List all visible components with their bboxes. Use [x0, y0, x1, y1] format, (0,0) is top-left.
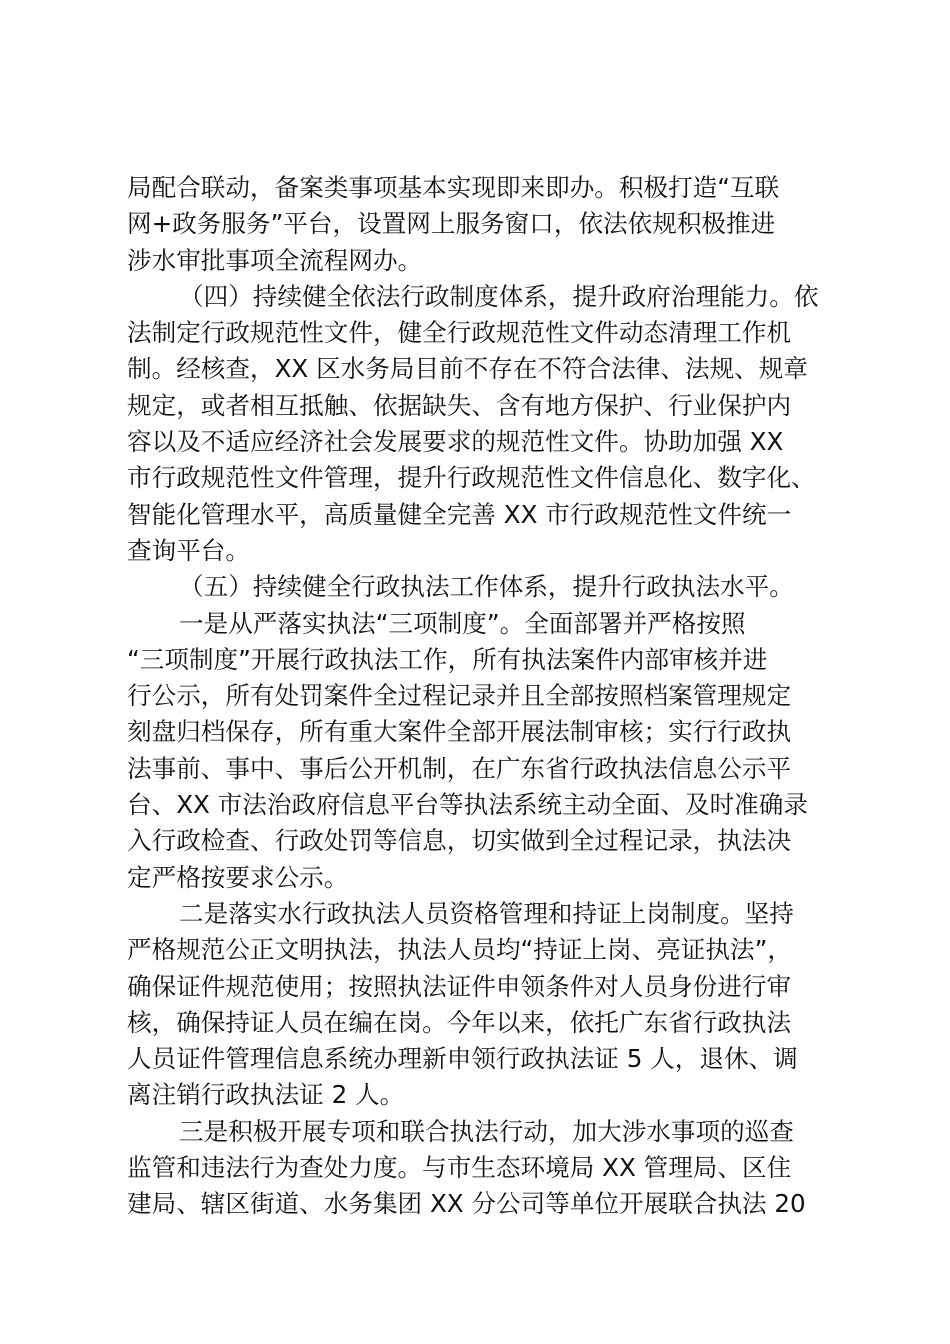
text-line: 局配合联动，备案类事项基本实现即来即办。积极打造“互联 — [127, 173, 780, 202]
text-line: 建局、辖区街道、水务集团 XX 分公司等单位开展联合执法 20 — [127, 1189, 806, 1219]
text-line: 监管和违法行为查处力度。与市生态环境局 XX 管理局、区住 — [127, 1153, 792, 1183]
text-line: 制。经核查，XX 区水务局目前不存在不符合法律、法规、规章 — [127, 354, 808, 384]
text-line: 容以及不适应经济社会发展要求的规范性文件。协助加强 XX — [127, 427, 784, 457]
section-heading-line: （五）持续健全行政执法工作体系，提升行政执法水平。 — [179, 572, 794, 602]
text-line: 行公示，所有处罚案件全过程记录并且全部按照档案管理规定 — [127, 681, 792, 711]
paragraph-start-line: 一是从严落实执法“三项制度”。全面部署并严格按照 — [179, 608, 746, 638]
document-body — [127, 170, 847, 1223]
section-heading-line: （四）持续健全依法行政制度体系，提升政府治理能力。依 — [179, 281, 819, 311]
text-line: 入行政检查、行政处罚等信息，切实做到全过程记录，执法决 — [127, 826, 792, 856]
paragraph-start-line: 三是积极开展专项和联合执法行动，加大涉水事项的巡查 — [179, 1116, 794, 1146]
text-line: 核，确保持证人员在编在岗。今年以来，依托广东省行政执法 — [127, 1007, 792, 1037]
text-line: 台、XX 市法治政府信息平台等执法系统主动全面、及时准确录 — [127, 790, 808, 820]
text-line: 确保证件规范使用；按照执法证件申领条件对人员身份进行审 — [127, 971, 792, 1001]
text-line: 网+政务服务”平台，设置网上服务窗口，依法依规积极推进 — [127, 209, 776, 239]
text-line: 市行政规范性文件管理，提升行政规范性文件信息化、数字化、 — [127, 463, 816, 493]
text-line: 规定，或者相互抵触、依据缺失、含有地方保护、行业保护内 — [127, 390, 792, 420]
text-line: 离注销行政执法证 2 人。 — [127, 1080, 405, 1110]
text-line: 法制定行政规范性文件，健全行政规范性文件动态清理工作机 — [127, 318, 792, 348]
text-line: 法事前、事中、事后公开机制，在广东省行政执法信息公示平 — [127, 753, 792, 783]
paragraph-start-line: 二是落实水行政执法人员资格管理和持证上岗制度。坚持 — [179, 898, 794, 928]
text-line: 定严格按要求公示。 — [127, 862, 349, 892]
text-line: 查询平台。 — [127, 535, 250, 565]
text-line: 刻盘归档保存，所有重大案件全部开展法制审核；实行行政执 — [127, 717, 792, 747]
text-line: “三项制度”开展行政执法工作，所有执法案件内部审核并进 — [127, 644, 768, 674]
text-line: 智能化管理水平，高质量健全完善 XX 市行政规范性文件统一 — [127, 499, 792, 529]
text-line: 涉水审批事项全流程网办。 — [127, 245, 423, 275]
text-line: 严格规范公正文明执法，执法人员均“持证上岗、亮证执法”， — [127, 935, 792, 965]
text-line: 人员证件管理信息系统办理新申领行政执法证 5 人，退休、调 — [127, 1044, 798, 1074]
